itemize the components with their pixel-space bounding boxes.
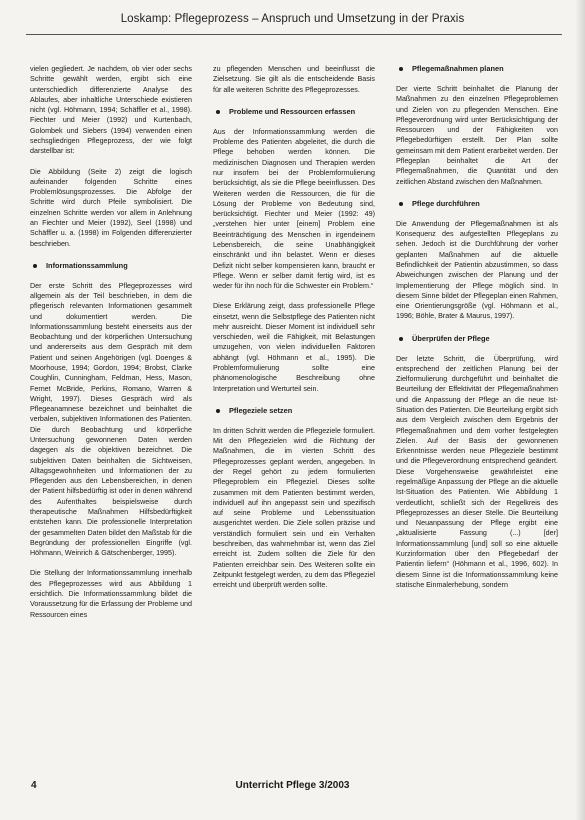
section-heading: [30, 261, 192, 271]
paragraph: Der vierte Schritt beinhaltet die Planung der Maßnahmen zu den einzelnen Pflegeproblemen und Zielen von zu pflegenden Menschen. Eine Pflegeverordnung wird unter Berücksichtigung der Ressourcen und der Fähigkeiten von Pflegebedürftigen erstellt. Der Plan sollte gemeinsam mit dem Patient erarbeitet werden. Der Pflegeplan beinhaltet die Art der Pflegemaßnahmen, die Quantität und den zeitlichen Abstand zwischen den Maßnahmen.: [396, 85, 558, 186]
section-heading-text: Pflegeziele setzen: [229, 405, 293, 415]
paragraph: Aus der Informationssammlung werden die Probleme des Patienten abgeleitet, die durch die Pflege behoben werden können. Die medizinischen Diagnosen und Therapien werden nur insofern bei der Problemformulierung berücksichtigt, als sie die Pflege beeinflussen. Des Weiteren werden die Ressourcen, die für die Lösung der Probleme von Bedeutung sind, berücksichtigt. Fiechter und Meier (1992: 49) „verstehen hier unter [einem] Problem eine Beeinträchtigung des Menschen in irgendeinem Lebensbereich, die seine Unabhängigkeit einschränkt und ihn belastet. Wenn er dieses Defizit nicht selber kompensieren kann, braucht er Pflege. Wenn er selber damit fertig wird, ist es weder für ihn noch für die Schwester ein Problem.“: [213, 127, 375, 291]
paragraph: Die Abbildung (Seite 2) zeigt die logisch aufeinander folgenden Schritte eines Problemlösungsprozesses. Die Abfolge der Schritte wird durch Pfeile symbolisiert. Die einzelnen Schritte werden vor allem in Anlehnung an Fiechter und Meier (1992), Seel (1998) und Schäffler u. a. (1998) im Folgenden differenzierter beschrieben.: [30, 167, 192, 248]
bullet-icon: [399, 202, 403, 206]
section-heading: [213, 107, 375, 117]
section-heading: [396, 64, 558, 74]
paragraph: Die Anwendung der Pflegemaßnahmen ist als Konsequenz des aufgestellten Pflegeplans zu sehen. Jedoch ist die Durchführung der vorher geplanten Maßnahmen auf die aktuelle Befindlichkeit der Patientin abzustimmen, so dass Abweichungen zwischen der Planung und der Implementierung der Pflege möglich sind. In diesem Sinne bildet der Pflegeplan einen Rahmen, eine Orientierungsgröße (vgl. Höhmann et al., 1996; Böhle, Brater & Maurus, 1997).: [396, 219, 558, 321]
header-rule: [26, 34, 562, 35]
paragraph: Diese Erklärung zeigt, dass professionelle Pflege einsetzt, wenn die Selbstpflege des Patienten nicht mehr ausreicht. Dieser Moment ist individuell sehr verschieden, weil die Fähigkeit, mit Belastungen umzugehen, von vielen individuellen Faktoren abhängt (vgl. Höhmann et al., 1995). Die Problemformulierung sollte eine phänomenologische Beschreibung ohne Interpretation und Werturteil sein.: [213, 302, 375, 393]
bullet-icon: [216, 409, 220, 413]
text-column-2: [213, 64, 375, 776]
paragraph: vielen gegliedert. Je nachdem, ob vier oder sechs Schritte gewählt werden, ergibt sich eine unterschiedlich differenzierte Analyse des Ablaufes, aber inhaltliche Unterschiede existieren nicht (vgl. Höhmann, 1994; Schäffler et al., 1998). Fiechter und Meier (1992) und Kurtenbach, Golombek und Siebers (1994) verwenden einen sechsgliedrigen Pflegeprozess, der wie folgt darstellbar ist:: [30, 65, 192, 156]
bullet-icon: [399, 67, 403, 71]
paragraph: Die Stellung der Informationssammlung innerhalb des Pflegeprozesses wird aus Abbildung 1 ersichtlich. Die Informationssammlung bildet die Voraussetzung für die Erfassung der Probleme und Ressourcen eines: [30, 569, 192, 619]
section-heading-text: Überprüfen der Pflege: [412, 333, 490, 343]
text-column-3: [396, 64, 558, 776]
bullet-icon: [33, 264, 37, 268]
section-heading: [396, 334, 558, 344]
text-column-1: [30, 64, 192, 776]
paragraph: Der erste Schritt des Pflegeprozesses wird allgemein als der Teil beschrieben, in dem die pflegerisch relevanten Informationen gesammelt und dokumentiert werden. Die Informationssammlung besteht einerseits aus der Beobachtung und der körperlichen Untersuchung und andererseits aus dem Gespräch mit dem Patient und seinen Angehörigen (vgl. Doenges & Moorhouse, 1994; Gordon, 1994; Brobst, Clarke Coughlin, Cunningham, Feldman, Hess, Mason, Fernet McBride, Perkins, Romano, Warren & Wright, 1997). Dieses Gespräch wird als Pflegeanamnese bezeichnet und beinhaltet die verbalen, subjektiven Informationen des Patienten. Die durch Beobachtung und körperliche Untersuchung gewonnenen Daten werden dagegen als die objektiven bezeichnet. Die subjektiven Daten beinhalten die Sichtweisen, Alltagsgewohnheiten und Informationen der zu Pflegenden aus den Lebensbereichen, in denen der Patient hilfsbedürftig ist oder in denen während des Aufenthaltes beispielsweise durch therapeutische Maßnahmen Hilfsbedürftigkeit entstehen kann. Die professionelle Interpretation der gesammelten Daten bildet den Maßstab für die Begründung der professionellen Eingriffe (vgl. Höhmann, Weinrich & Gätschenberger, 1995).: [30, 281, 192, 558]
paragraph: Der letzte Schritt, die Überprüfung, wird entsprechend der zeitlichen Planung bei der Zielformulierung durchgeführt und beinhaltet die Beurteilung der Effektivität der Pflegemaßnahmen und die Anpassung der Pflege an die neue Ist-Situation des Patienten. Die Beurteilung ergibt sich aus dem Vergleich zwischen dem Ergebnis der Pflegemaßnahmen und dem vorher festgelegten Zielen. Auf der Basis der gewonnenen Erkenntnisse werden neue Pflegeziele bestimmt und die Pflegeverordnung entsprechend geändert. Diese Vorgehensweise gewährleistet eine regelmäßige Anpassung der Pflege an die aktuelle Ist-Situation des Patienten. Wie Abbildung 1 verdeutlicht, schließt sich der Regelkreis des Pflegeprozesses an dieser Stelle. Die Beurteilung und Neuanpassung der Pflege ergibt eine „aktualisierte Fassung (...) [der] Informationssammlung [und] soll so eine aktuelle Kurzinformation über den Pflegebedarf der Patientin liefern“ (Höhmann et al., 1996, 602). In diesem Sinne ist die Informationssammlung keine statische Einmalerhebung, sondern: [396, 354, 558, 589]
paragraph: zu pflegenden Menschen und beeinflusst die Zielsetzung. Sie gilt als die entscheidende Basis für alle weiteren Schritte des Pflegeprozesses.: [213, 65, 375, 94]
scan-edge-shadow: [575, 0, 585, 820]
section-heading-text: Probleme und Ressourcen erfassen: [229, 106, 356, 116]
running-header: Loskamp: Pflegeprozess – Anspruch und Umsetzung in der Praxis: [120, 13, 465, 25]
page-number: 4: [31, 780, 37, 791]
section-heading: [396, 199, 558, 209]
bullet-icon: [216, 110, 220, 114]
article-body: [30, 64, 558, 776]
paragraph: Im dritten Schritt werden die Pflegeziele formuliert. Mit den Pflegezielen wird die Richtung der Maßnahmen, die im vierten Schritt des Pflegeprozesses geplant werden, angegeben. In der Regel gehört zu jedem formulierten Pflegeproblem ein Pflegeziel. Dieses sollte zusammen mit dem Patienten bestimmt werden, individuell auf ihn angepasst sein und spezifisch auf seine Probleme und Lebenssituation ausgerichtet werden. Die Ziele sollen präzise und verständlich formuliert sein und ein Verhalten beschreiben, das wahrnehmbar ist, wenn das Ziel erreicht ist. Zudem sollten die Ziele für den Patienten erreichbar sein. Des Weiteren sollte ein Zeitpunkt festgelegt werden, zu dem das Pflegeziel erreicht und überprüft werden sollte.: [213, 426, 375, 590]
section-heading-text: Pflegemaßnahmen planen: [412, 64, 504, 73]
bullet-icon: [399, 337, 403, 341]
journal-footer: Unterricht Pflege 3/2003: [235, 780, 350, 791]
section-heading: [213, 406, 375, 416]
section-heading-text: Informationssammlung: [46, 260, 128, 270]
section-heading-text: Pflege durchführen: [412, 198, 480, 208]
